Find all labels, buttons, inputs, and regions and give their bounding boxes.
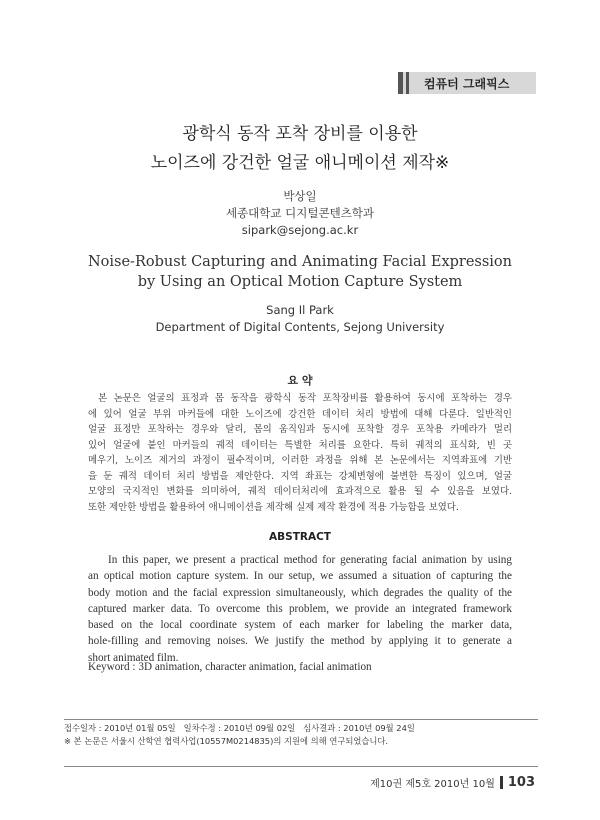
abstract-line: based on the local coordinate system of each marker for labeling the marker data, bbox=[88, 619, 512, 632]
abstract-line: an optical motion capture system. In our setup, we assumed a situation of capturing the bbox=[88, 570, 512, 583]
abstract-line: 있어 얼굴에 붙인 마커들의 궤적 데이터는 특별한 처리를 요한다. 특히 궤적의 표식화, 빈 곳 bbox=[88, 439, 512, 451]
title-en-line: Noise-Robust Capturing and Animating Facial Expression bbox=[87, 254, 513, 270]
author-affiliation: Department of Digital Contents, Sejong University bbox=[155, 320, 445, 334]
footnote-divider bbox=[64, 719, 538, 720]
author-name: 박상일 bbox=[283, 189, 317, 203]
author-ko bbox=[0, 188, 600, 239]
title-en-line: by Using an Optical Motion Capture System bbox=[137, 274, 463, 290]
page-footer bbox=[370, 775, 535, 790]
badge-bar bbox=[398, 72, 403, 94]
abstract-line: 본 논문은 얼굴의 표정과 몸 동작을 광학식 동작 포착장비를 활용하여 동시에 포착하는 경우 bbox=[98, 393, 512, 404]
abstract-line: 을 둔 궤적 데이터 처리 방법을 제안한다. 지역 좌표는 강체변형에 불변한 특징이 있으며, 얼굴 bbox=[88, 470, 512, 482]
page-number: 103 bbox=[507, 775, 535, 790]
author-name: Sang Il Park bbox=[266, 303, 334, 317]
abstract-line: 모양의 국지적인 변화를 의미하여, 궤적 데이터처리에 효과적으로 활용 될 수 있음을 보였다. bbox=[88, 486, 512, 497]
footer-bar bbox=[500, 776, 503, 789]
abstract-ko-heading: 요 약 bbox=[287, 374, 313, 387]
abstract-line: short animated film. bbox=[88, 651, 179, 664]
category-badge bbox=[398, 72, 536, 94]
abstract-line: In this paper, we present a practical method for generating facial animation by using bbox=[108, 554, 512, 566]
footer-divider bbox=[64, 766, 538, 767]
title-ko-line: 광학식 동작 포착 장비를 이용한 bbox=[182, 124, 418, 144]
footnote-dates: 접수일자 : 2010년 01월 05일 일차수정 : 2010년 09월 02일 심사결과 : 2010년 09월 24일 bbox=[64, 723, 415, 733]
issue-info: 제10권 제5호 2010년 10월 bbox=[370, 779, 495, 790]
keywords-label: Keyword : bbox=[88, 661, 136, 673]
title-ko bbox=[0, 121, 600, 176]
title-ko-line: 노이즈에 강건한 얼굴 애니메이션 제작※ bbox=[150, 153, 450, 173]
abstract-ko-body bbox=[88, 391, 512, 515]
abstract-line: hole-filling and removing noises. We justify the method by applying it to generate a bbox=[88, 635, 512, 648]
abstract-en-heading: ABSTRACT bbox=[269, 531, 331, 543]
title-en bbox=[0, 252, 600, 292]
footnotes bbox=[64, 722, 415, 748]
author-en bbox=[0, 302, 600, 336]
abstract-line: 에 있어 얼굴 부위 마커들에 대한 노이즈에 강건한 데이터 처리 방법에 대해 다룬다. 일반적인 bbox=[88, 408, 512, 420]
keywords bbox=[88, 661, 372, 673]
abstract-line: 또한 제안한 방법을 활용하여 애니메이션을 제작해 실제 제작 환경에 적용 가능함을 보였다. bbox=[88, 501, 459, 513]
abstract-line: 메우기, 노이즈 제거의 과정이 필수적이며, 이러한 과정을 위해 본 논문에서는 지역좌표에 기반 bbox=[88, 455, 512, 466]
abstract-en-body bbox=[88, 552, 512, 666]
keywords-value: 3D animation, character animation, facial animation bbox=[138, 661, 372, 673]
abstract-line: 얼굴 표정만 포착하는 경우와 달리, 몸의 움직임과 동시에 포착할 경우 포착용 카메라가 멀리 bbox=[88, 424, 512, 435]
footnote-funding: ※ 본 논문은 서울시 산학연 협력사업(10557M0214835)의 지원에 의해 연구되었습니다. bbox=[64, 736, 389, 746]
badge-bar bbox=[406, 72, 409, 94]
author-affiliation: 세종대학교 디지털콘텐츠학과 bbox=[225, 206, 375, 220]
abstract-line: captured marker data. To overcome this problem, we provide an integrated framework bbox=[88, 602, 512, 615]
author-email: sipark@sejong.ac.kr bbox=[241, 223, 359, 237]
abstract-line: body motion and the facial expression simultaneously, which degrades the quality of the bbox=[88, 586, 512, 599]
category-label: 컴퓨터 그래픽스 bbox=[424, 77, 510, 91]
